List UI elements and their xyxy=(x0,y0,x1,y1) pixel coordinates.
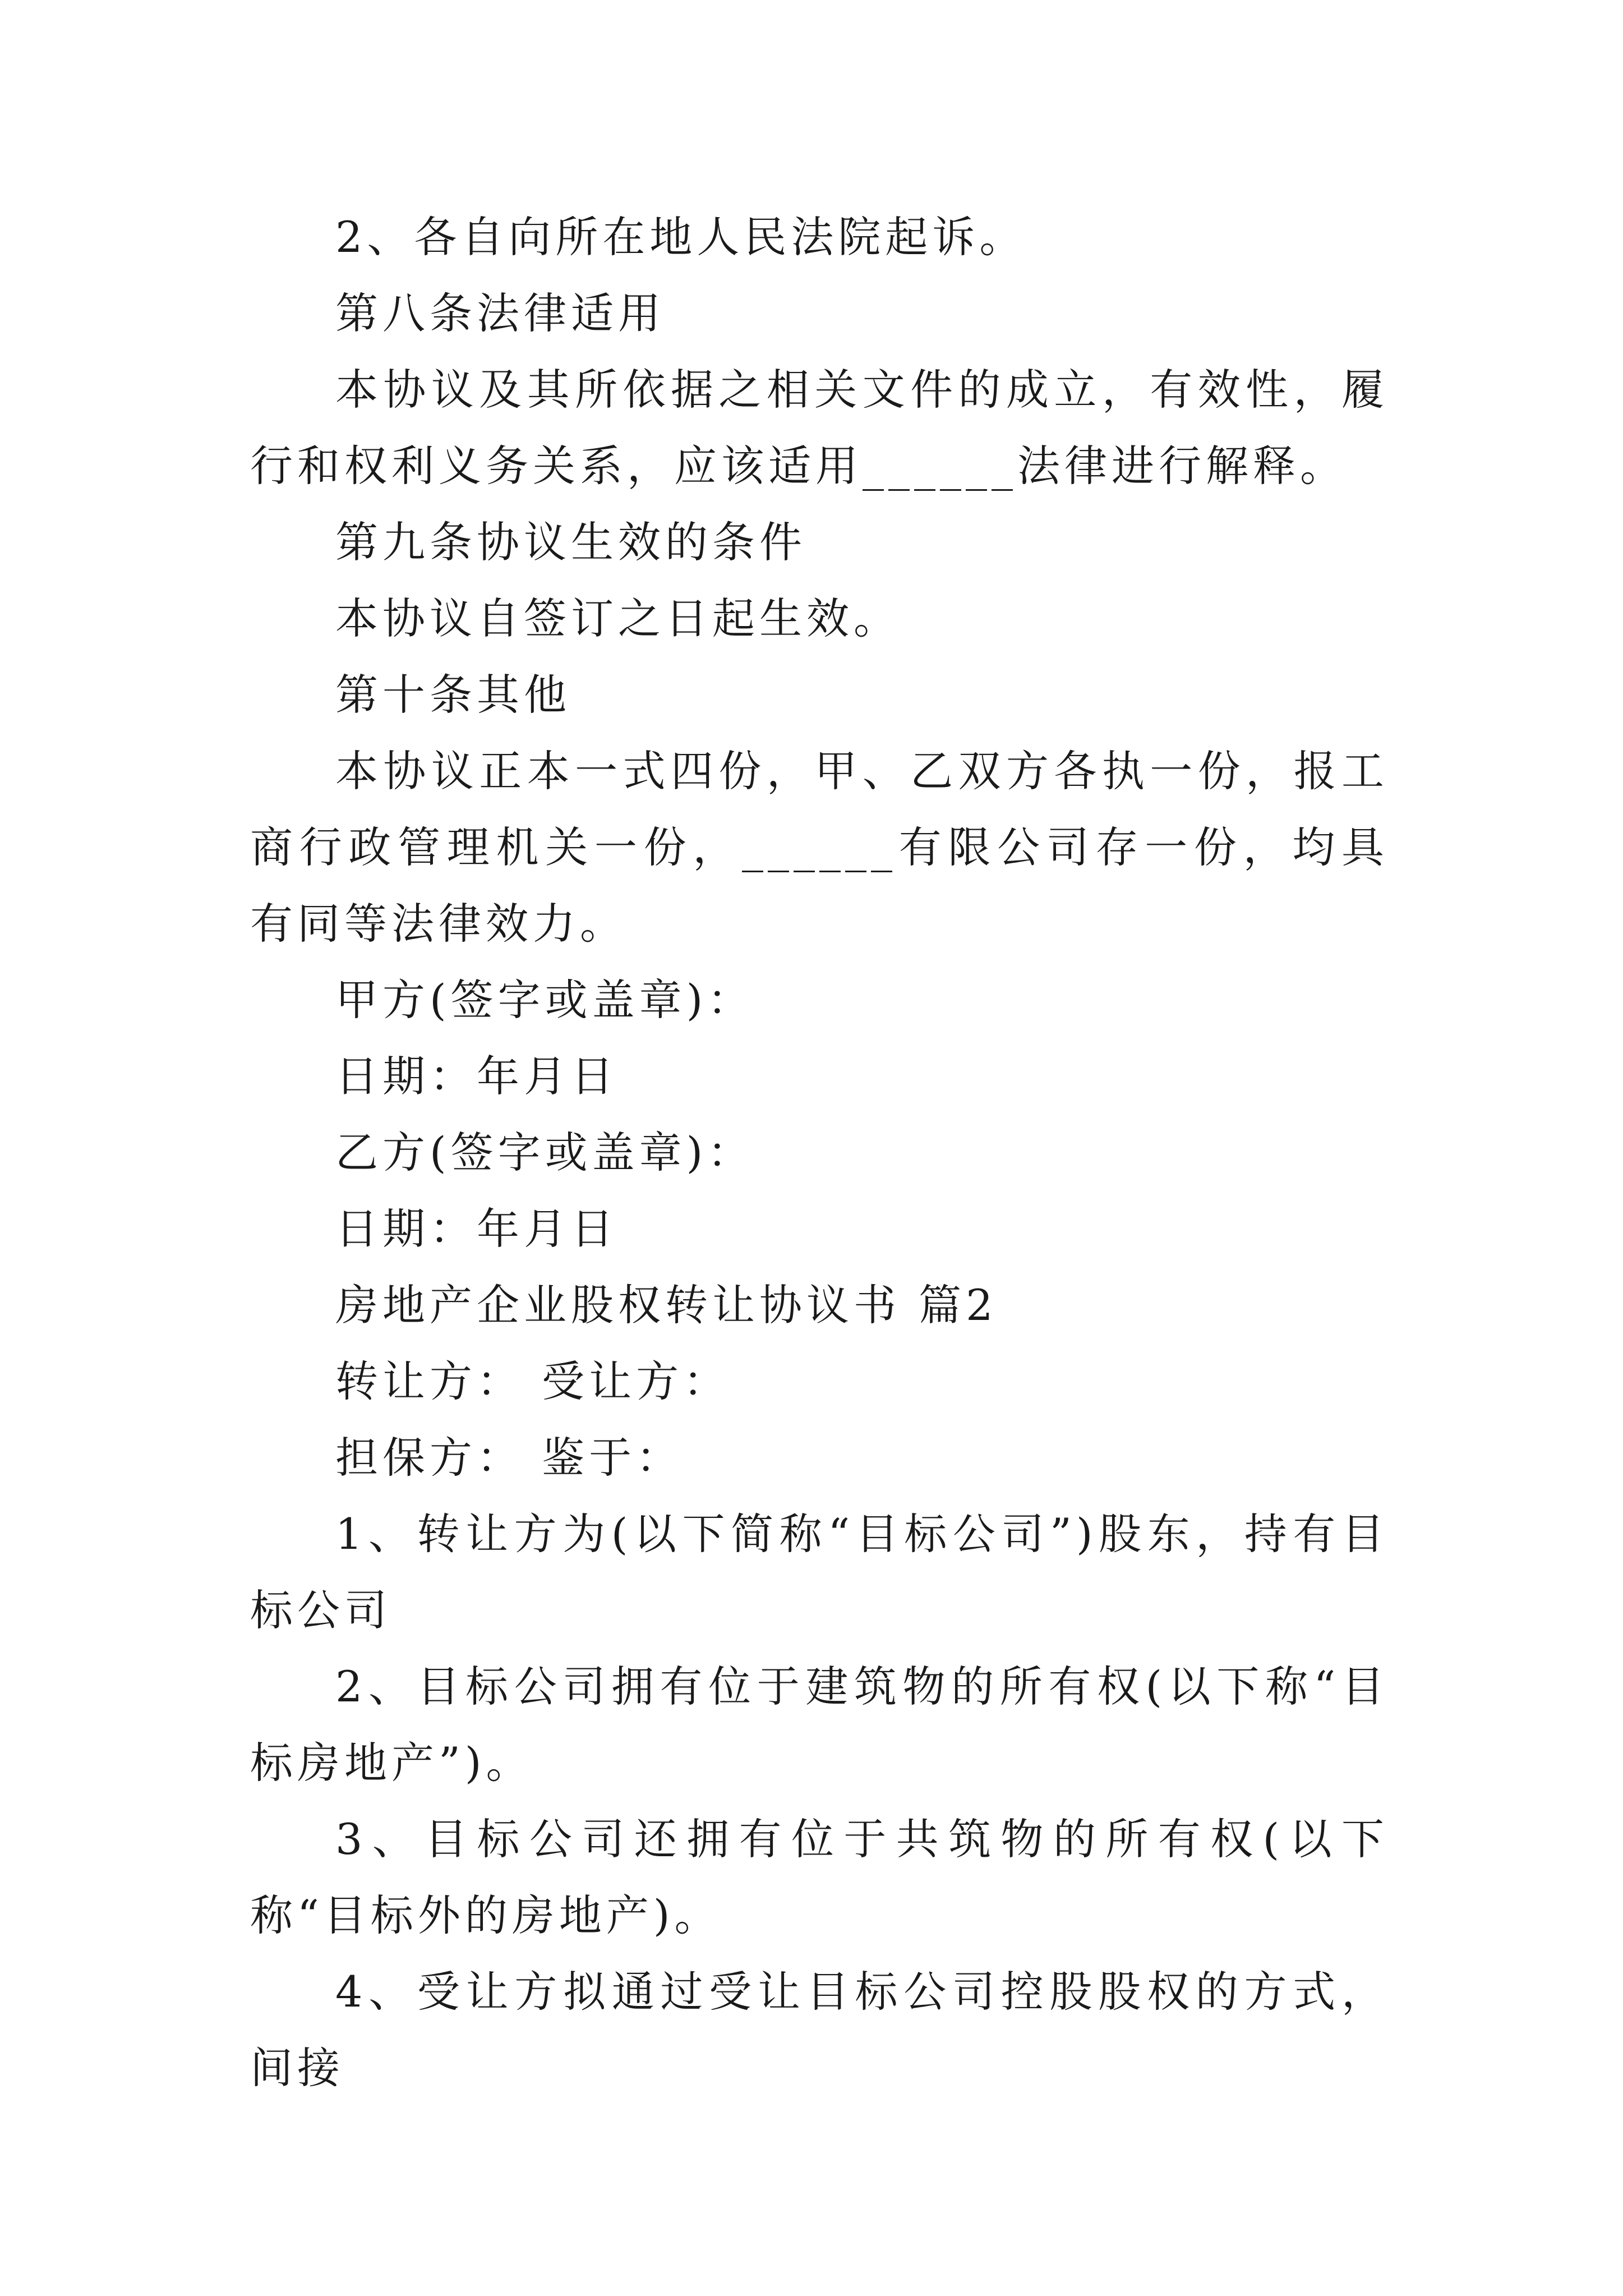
signature-party-a: 甲方(签字或盖章)： xyxy=(335,975,755,1025)
heading-article-8: 第八条法律适用 xyxy=(335,288,665,338)
recital-3: 3、目标公司还拥有位于共筑物的所有权(以下称“目标外的房地产)。 xyxy=(250,1814,1389,1940)
recital-1: 1、转让方为(以下简称“目标公司”)股东，持有目标公司 xyxy=(250,1509,1389,1635)
paragraph-effective-date: 本协议自签订之日起生效。 xyxy=(335,593,901,643)
paragraph-governing-law: 本协议及其所依据之相关文件的成立，有效性，履行和权利义务关系，应该适用______法律进行解释。 xyxy=(250,365,1389,491)
date-party-a: 日期：年月日 xyxy=(335,1051,618,1101)
paragraph-copies: 本协议正本一式四份，甲、乙双方各执一份，报工商行政管理机关一份，______有限公司存一份，均具有同等法律效力。 xyxy=(250,746,1389,949)
section-title-part-2: 房地产企业股权转让协议书 篇2 xyxy=(335,1280,998,1330)
heading-article-10: 第十条其他 xyxy=(335,670,571,720)
paragraph-dispute-lawsuit: 2、各自向所在地人民法院起诉。 xyxy=(335,212,1027,262)
date-party-b: 日期：年月日 xyxy=(335,1204,618,1254)
signature-party-b: 乙方(签字或盖章)： xyxy=(335,1128,755,1177)
document-body xyxy=(250,199,1389,2106)
parties-transferor-transferee: 转让方： 受让方： xyxy=(335,1356,731,1406)
recital-4: 4、受让方拟通过受让目标公司控股股权的方式，间接 xyxy=(250,1967,1389,2093)
recital-2: 2、目标公司拥有位于建筑物的所有权(以下称“目标房地产”)。 xyxy=(250,1662,1389,1788)
parties-guarantor-whereas: 担保方： 鉴于： xyxy=(335,1433,684,1483)
heading-article-9: 第九条协议生效的条件 xyxy=(335,517,806,567)
